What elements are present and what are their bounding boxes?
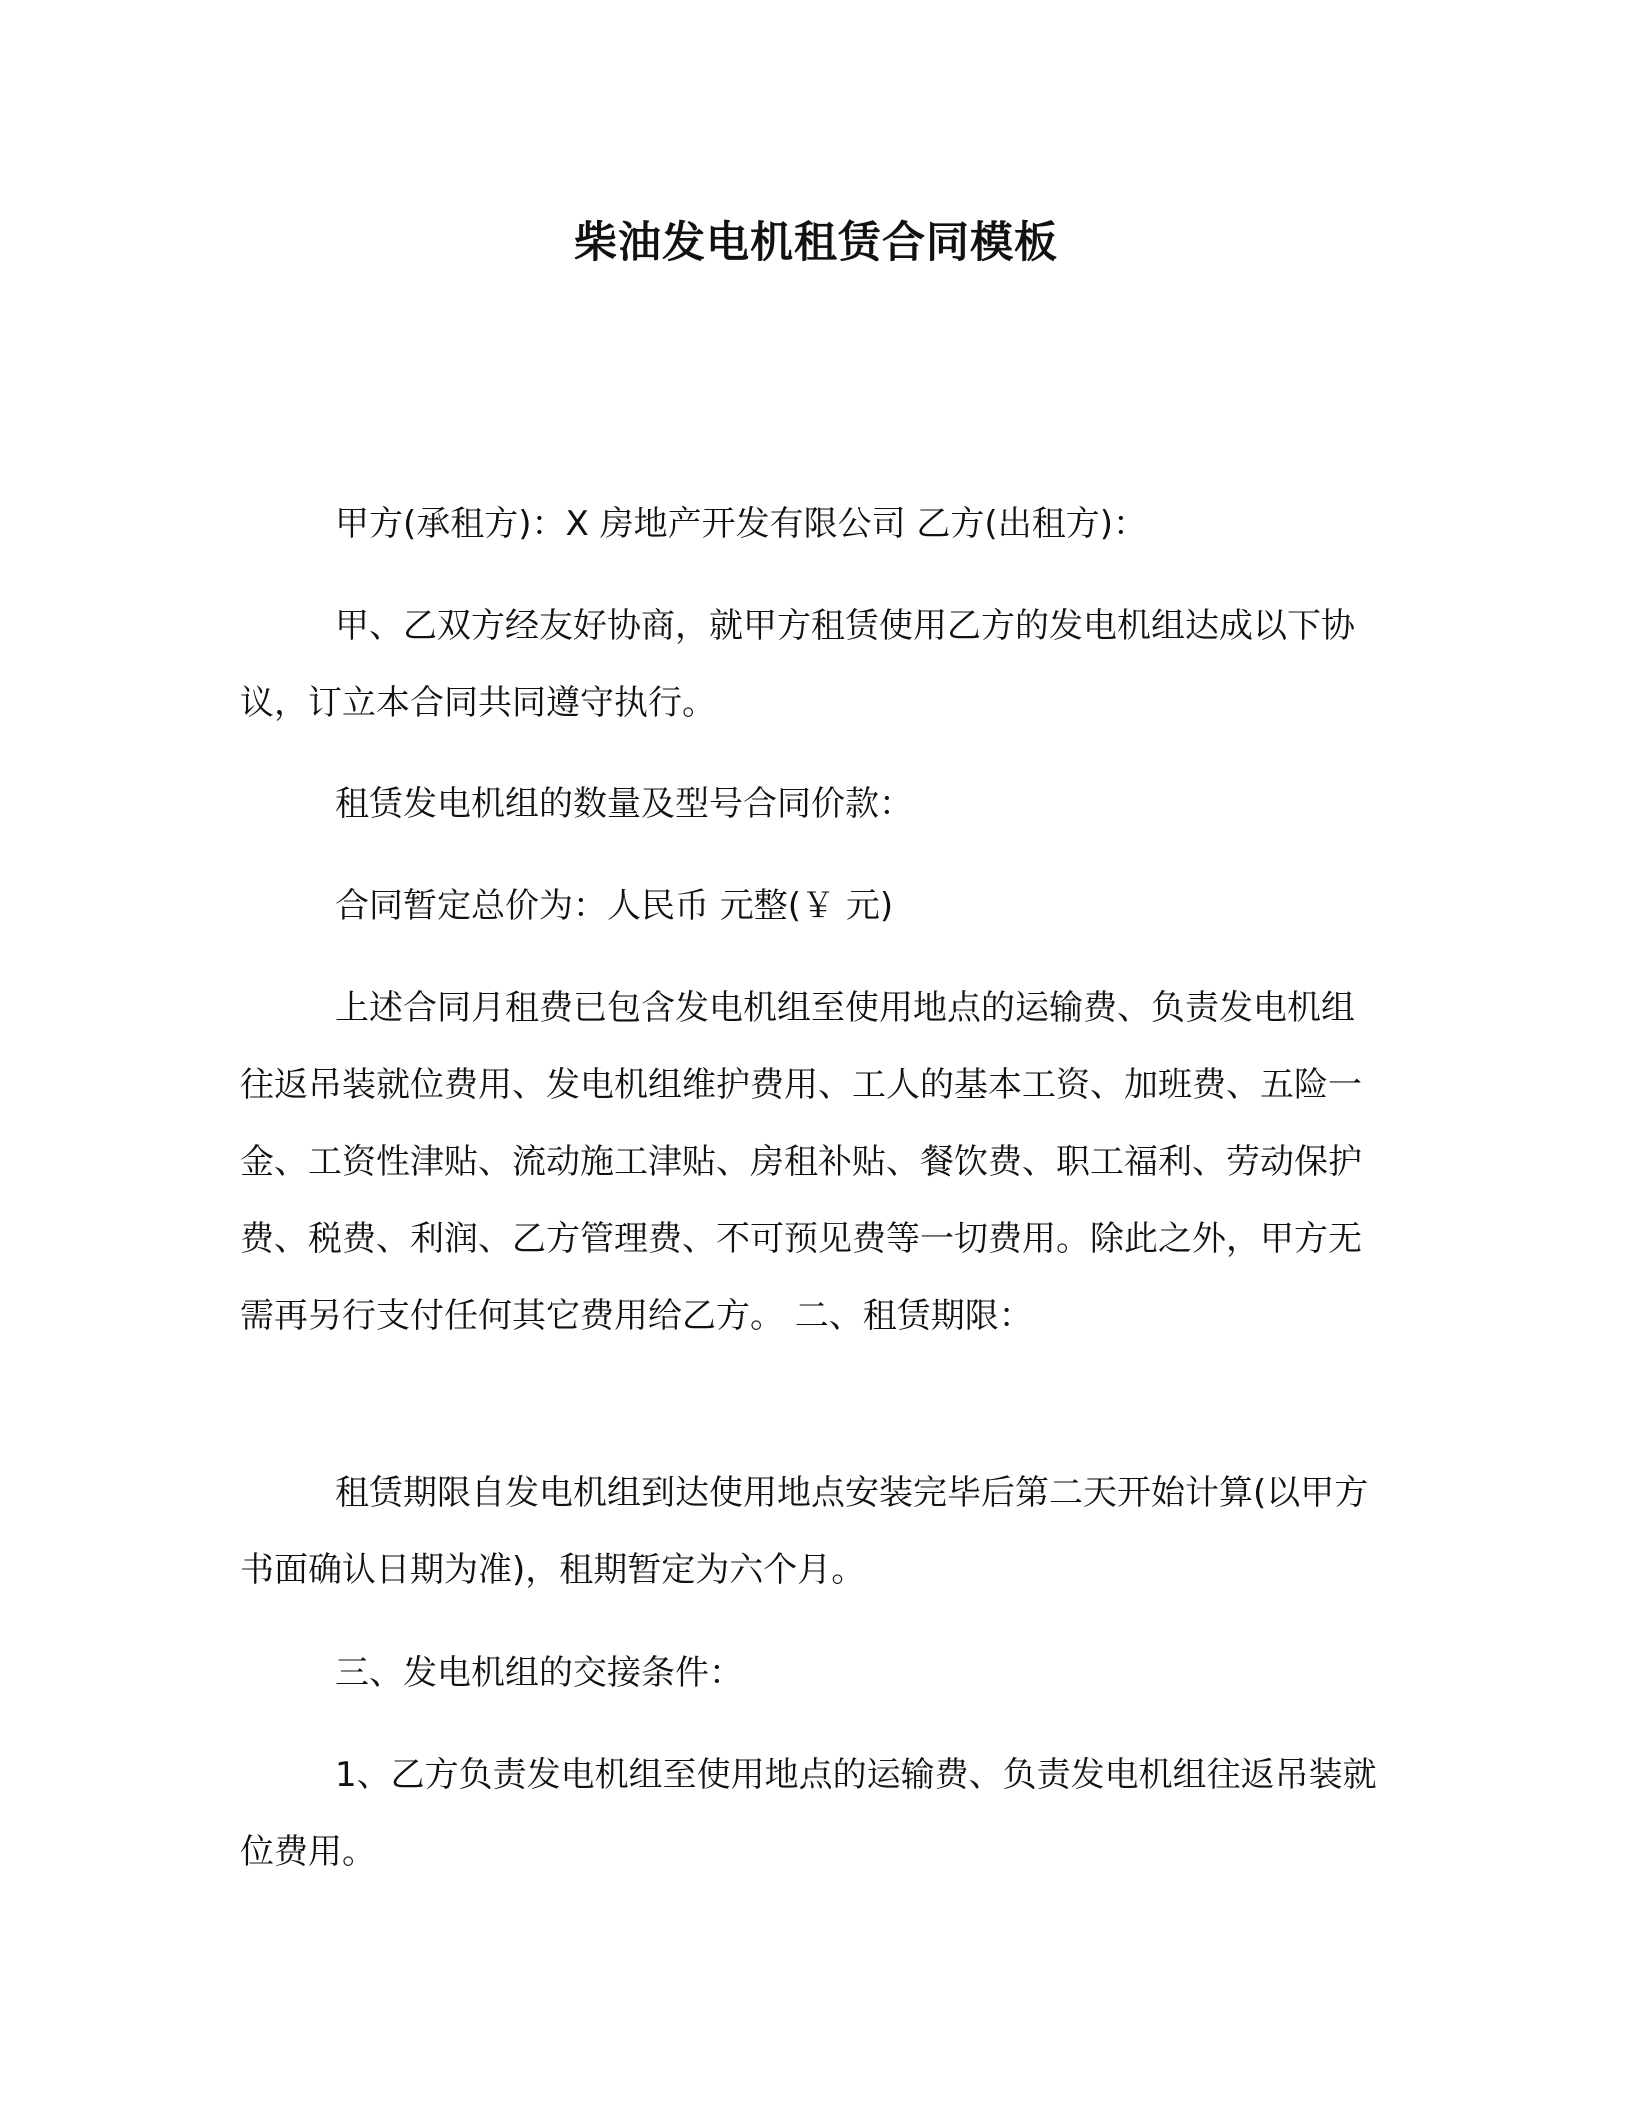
paragraph-handover-heading: 三、发电机组的交接条件： [335,1653,743,1693]
paragraph-agreement: 甲、乙双方经友好协商，就甲方租赁使用乙方的发电机组达成以下协议，订立本合同共同遵守执行。 [240,606,1355,723]
paragraph-parties: 甲方(承租方)：X 房地产开发有限公司 乙方(出租方)： [335,504,1147,544]
paragraph-handover-item-1: 1、乙方负责发电机组至使用地点的运输费、负责发电机组往返吊装就位费用。 [240,1755,1377,1872]
paragraph-total-price: 合同暂定总价为：人民币 元整(￥ 元) [335,886,894,926]
paragraph-fee-scope: 上述合同月租费已包含发电机组至使用地点的运输费、负责发电机组往返吊装就位费用、发电机组维护费用、工人的基本工资、加班费、五险一金、工资性津贴、流动施工津贴、房租补贴、餐饮费、职工福利、劳动保护费、税费、利润、乙方管理费、不可预见费等一切费用。除此之外，甲方无需再另行支付任何其它费用给乙方。 二、租赁期限： [240,988,1362,1336]
paragraph-quantity-model: 租赁发电机组的数量及型号合同价款： [335,784,913,824]
paragraph-lease-term: 租赁期限自发电机组到达使用地点安装完毕后第二天开始计算(以甲方书面确认日期为准)，租期暂定为六个月。 [240,1473,1369,1590]
document-title: 柴油发电机租赁合同模板 [574,218,1058,268]
